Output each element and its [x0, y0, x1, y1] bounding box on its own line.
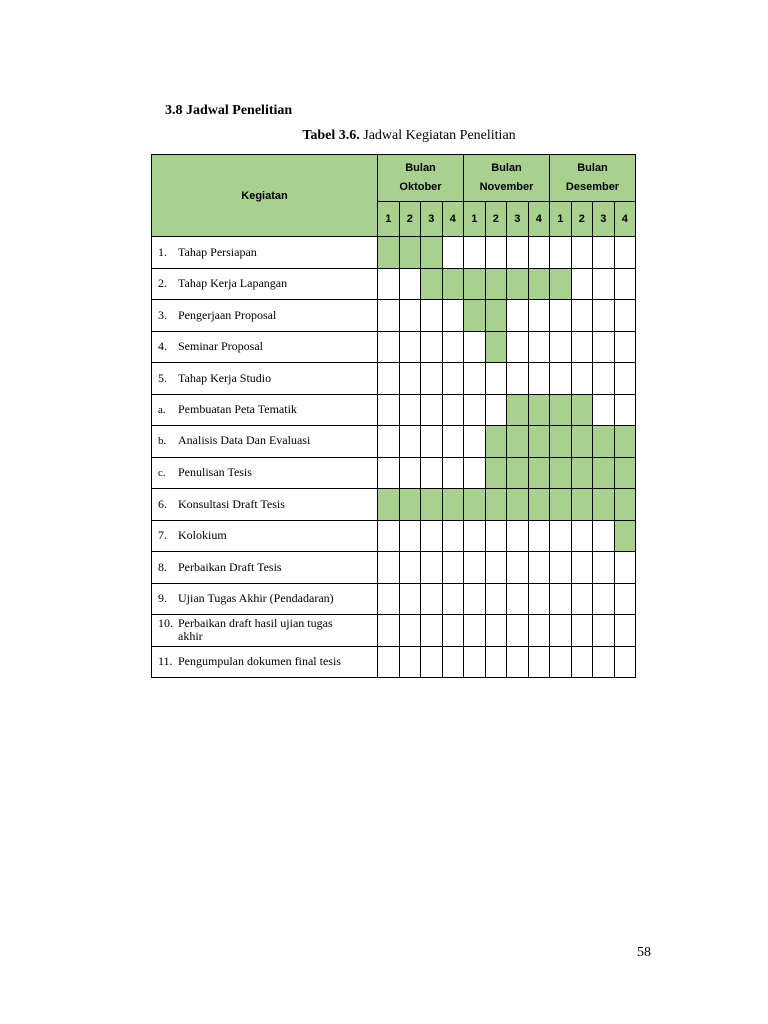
schedule-cell [507, 520, 529, 552]
schedule-cell [528, 363, 550, 395]
week-header: 3 [507, 202, 529, 237]
schedule-cell [464, 363, 486, 395]
schedule-cell [485, 300, 507, 332]
schedule-cell [421, 489, 443, 521]
activity-number: b. [158, 435, 167, 448]
activity-label [152, 552, 378, 584]
schedule-cell [464, 300, 486, 332]
schedule-cell [485, 457, 507, 489]
activity-number: 6. [158, 496, 167, 511]
schedule-cell [442, 394, 464, 426]
schedule-cell [442, 552, 464, 584]
schedule-cell [485, 615, 507, 647]
schedule-cell [528, 426, 550, 458]
schedule-cell [593, 268, 615, 300]
month-header-desember: Bulan Desember [550, 155, 636, 202]
schedule-cell [614, 331, 636, 363]
month-header-oktober: Bulan Oktober [378, 155, 464, 202]
schedule-cell [485, 552, 507, 584]
schedule-cell [507, 552, 529, 584]
table-row [152, 300, 636, 332]
schedule-cell [442, 489, 464, 521]
schedule-cell [614, 457, 636, 489]
schedule-cell [528, 394, 550, 426]
schedule-cell [614, 615, 636, 647]
week-header: 1 [378, 202, 400, 237]
schedule-cell [485, 394, 507, 426]
schedule-cell [528, 268, 550, 300]
schedule-cell [507, 363, 529, 395]
schedule-cell [378, 426, 400, 458]
schedule-cell [571, 646, 593, 678]
activity-label [152, 394, 378, 426]
schedule-cell [550, 520, 572, 552]
schedule-cell [571, 615, 593, 647]
activity-text: Perbaikan Draft Tesis [178, 559, 282, 574]
schedule-cell [550, 237, 572, 269]
schedule-cell [485, 520, 507, 552]
schedule-cell [593, 300, 615, 332]
schedule-cell [550, 457, 572, 489]
schedule-cell [378, 457, 400, 489]
schedule-table [151, 154, 636, 678]
schedule-cell [464, 489, 486, 521]
month-header-november: Bulan November [464, 155, 550, 202]
schedule-cell [421, 646, 443, 678]
schedule-cell [421, 394, 443, 426]
schedule-cell [593, 457, 615, 489]
schedule-cell [550, 394, 572, 426]
schedule-cell [571, 583, 593, 615]
schedule-cell [378, 268, 400, 300]
schedule-cell [442, 300, 464, 332]
schedule-cell [421, 552, 443, 584]
schedule-cell [614, 363, 636, 395]
week-header: 1 [464, 202, 486, 237]
schedule-cell [571, 363, 593, 395]
activity-label [152, 426, 378, 458]
schedule-cell [399, 457, 421, 489]
schedule-cell [421, 331, 443, 363]
activity-label [152, 300, 378, 332]
schedule-cell [399, 394, 421, 426]
table-row [152, 615, 636, 647]
activity-number: 8. [158, 559, 167, 574]
schedule-cell [593, 394, 615, 426]
schedule-cell [614, 268, 636, 300]
schedule-cell [378, 583, 400, 615]
schedule-cell [399, 520, 421, 552]
schedule-cell [421, 520, 443, 552]
activity-text: Seminar Proposal [178, 339, 263, 354]
schedule-cell [442, 457, 464, 489]
schedule-cell [421, 237, 443, 269]
schedule-cell [507, 426, 529, 458]
schedule-cell [571, 552, 593, 584]
activity-text: Pengumpulan dokumen final tesis [178, 654, 341, 669]
schedule-cell [378, 331, 400, 363]
schedule-cell [485, 426, 507, 458]
schedule-cell [507, 300, 529, 332]
schedule-cell [485, 583, 507, 615]
schedule-cell [614, 237, 636, 269]
schedule-cell [378, 394, 400, 426]
schedule-cell [528, 489, 550, 521]
schedule-cell [593, 363, 615, 395]
schedule-cell [593, 646, 615, 678]
schedule-cell [421, 426, 443, 458]
schedule-cell [507, 615, 529, 647]
table-row [152, 394, 636, 426]
schedule-cell [571, 520, 593, 552]
schedule-cell [614, 394, 636, 426]
schedule-cell [442, 237, 464, 269]
activity-label [152, 331, 378, 363]
week-header: 2 [399, 202, 421, 237]
schedule-cell [507, 583, 529, 615]
schedule-cell [593, 583, 615, 615]
schedule-cell [378, 300, 400, 332]
schedule-cell [421, 300, 443, 332]
schedule-cell [399, 489, 421, 521]
schedule-cell [485, 363, 507, 395]
schedule-cell [614, 552, 636, 584]
table-row [152, 331, 636, 363]
week-header: 4 [528, 202, 550, 237]
activity-text: Pengerjaan Proposal [178, 307, 277, 322]
schedule-cell [485, 237, 507, 269]
activity-number: 9. [158, 591, 167, 606]
schedule-cell [464, 552, 486, 584]
schedule-cell [550, 268, 572, 300]
activity-number: 3. [158, 307, 167, 322]
schedule-cell [614, 300, 636, 332]
schedule-cell [399, 552, 421, 584]
schedule-cell [550, 552, 572, 584]
schedule-cell [528, 520, 550, 552]
schedule-cell [464, 646, 486, 678]
schedule-cell [528, 300, 550, 332]
week-header: 1 [550, 202, 572, 237]
schedule-cell [399, 268, 421, 300]
table-row [152, 237, 636, 269]
schedule-cell [571, 457, 593, 489]
section-heading: 3.8 Jadwal Penelitian [165, 103, 293, 118]
schedule-cell [550, 331, 572, 363]
schedule-cell [485, 489, 507, 521]
schedule-cell [571, 237, 593, 269]
schedule-cell [571, 489, 593, 521]
table-row [152, 426, 636, 458]
week-header: 3 [421, 202, 443, 237]
schedule-cell [421, 583, 443, 615]
schedule-cell [571, 426, 593, 458]
table-caption [0, 128, 768, 144]
schedule-cell [442, 520, 464, 552]
activity-number: c. [158, 466, 166, 479]
schedule-cell [485, 268, 507, 300]
schedule-cell [399, 615, 421, 647]
schedule-cell [378, 552, 400, 584]
schedule-cell [550, 300, 572, 332]
schedule-cell [528, 331, 550, 363]
activity-text: Kolokium [178, 528, 227, 543]
activity-label [152, 615, 378, 647]
schedule-cell [571, 331, 593, 363]
table-row [152, 489, 636, 521]
activity-text: Pembuatan Peta Tematik [178, 401, 297, 416]
activity-text: Konsultasi Draft Tesis [178, 496, 285, 511]
activity-text: Tahap Persiapan [178, 244, 257, 259]
activity-label [152, 237, 378, 269]
schedule-cell [507, 394, 529, 426]
activity-text: Analisis Data Dan Evaluasi [178, 433, 311, 448]
schedule-cell [507, 331, 529, 363]
activity-label [152, 646, 378, 678]
schedule-cell [399, 237, 421, 269]
schedule-cell [464, 583, 486, 615]
activity-number: 10. [158, 616, 173, 631]
activity-number: 7. [158, 528, 167, 543]
schedule-cell [464, 520, 486, 552]
schedule-cell [378, 615, 400, 647]
schedule-cell [378, 646, 400, 678]
schedule-cell [464, 426, 486, 458]
activity-number: a. [158, 403, 166, 416]
schedule-cell [442, 615, 464, 647]
week-header: 4 [442, 202, 464, 237]
schedule-cell [571, 268, 593, 300]
schedule-cell [593, 520, 615, 552]
schedule-cell [421, 268, 443, 300]
schedule-cell [593, 615, 615, 647]
schedule-cell [442, 583, 464, 615]
schedule-cell [528, 646, 550, 678]
activity-text: Tahap Kerja Studio [178, 370, 272, 385]
schedule-cell [442, 426, 464, 458]
schedule-cell [550, 583, 572, 615]
table-caption-text: Jadwal Kegiatan Penelitian [363, 128, 516, 143]
schedule-cell [528, 583, 550, 615]
week-header: 3 [593, 202, 615, 237]
schedule-cell [507, 268, 529, 300]
schedule-cell [614, 489, 636, 521]
table-row [152, 583, 636, 615]
schedule-cell [421, 615, 443, 647]
schedule-cell [399, 646, 421, 678]
schedule-cell [507, 646, 529, 678]
activity-text: Penulisan Tesis [178, 464, 252, 479]
schedule-cell [550, 363, 572, 395]
activity-number: 11. [158, 654, 173, 669]
schedule-cell [464, 268, 486, 300]
schedule-cell [485, 331, 507, 363]
schedule-cell [464, 457, 486, 489]
schedule-cell [614, 426, 636, 458]
schedule-cell [421, 457, 443, 489]
activity-number: 2. [158, 276, 167, 291]
schedule-cell [593, 552, 615, 584]
table-row [152, 552, 636, 584]
week-header: 4 [614, 202, 636, 237]
schedule-cell [464, 394, 486, 426]
page-number: 58 [637, 945, 651, 960]
schedule-cell [614, 583, 636, 615]
schedule-cell [464, 237, 486, 269]
activity-label [152, 268, 378, 300]
schedule-cell [485, 646, 507, 678]
schedule-cell [378, 489, 400, 521]
schedule-cell [614, 646, 636, 678]
schedule-cell [378, 520, 400, 552]
schedule-cell [614, 520, 636, 552]
schedule-cell [593, 489, 615, 521]
schedule-cell [593, 426, 615, 458]
table-row [152, 520, 636, 552]
activity-label [152, 520, 378, 552]
activity-text: Tahap Kerja Lapangan [178, 276, 288, 291]
schedule-cell [421, 363, 443, 395]
schedule-cell [442, 268, 464, 300]
table-caption-label: Tabel 3.6. [302, 128, 360, 143]
schedule-cell [550, 489, 572, 521]
activity-label [152, 363, 378, 395]
activity-text: Ujian Tugas Akhir (Pendadaran) [178, 591, 334, 606]
schedule-cell [593, 331, 615, 363]
table-row [152, 268, 636, 300]
schedule-cell [399, 300, 421, 332]
schedule-cell [550, 646, 572, 678]
table-row [152, 363, 636, 395]
week-header: 2 [485, 202, 507, 237]
schedule-cell [442, 363, 464, 395]
schedule-cell [593, 237, 615, 269]
schedule-cell [399, 363, 421, 395]
schedule-cell [507, 489, 529, 521]
schedule-cell [399, 583, 421, 615]
schedule-cell [528, 457, 550, 489]
schedule-cell [399, 331, 421, 363]
schedule-cell [399, 426, 421, 458]
schedule-cell [550, 615, 572, 647]
schedule-cell [464, 331, 486, 363]
table-row [152, 646, 636, 678]
activity-label [152, 489, 378, 521]
schedule-cell [464, 615, 486, 647]
schedule-cell [507, 457, 529, 489]
activity-number: 1. [158, 244, 167, 259]
schedule-cell [442, 646, 464, 678]
schedule-cell [528, 552, 550, 584]
schedule-cell [378, 363, 400, 395]
activity-label [152, 457, 378, 489]
schedule-cell [571, 300, 593, 332]
activity-text: Perbaikan draft hasil ujian tugas akhir [178, 616, 333, 644]
table-row [152, 457, 636, 489]
schedule-cell [528, 237, 550, 269]
schedule-cell [550, 426, 572, 458]
schedule-cell [571, 394, 593, 426]
activity-number: 4. [158, 339, 167, 354]
schedule-cell [378, 237, 400, 269]
activity-label [152, 583, 378, 615]
week-header: 2 [571, 202, 593, 237]
schedule-cell [528, 615, 550, 647]
schedule-cell [507, 237, 529, 269]
kegiatan-header: Kegiatan [152, 155, 378, 237]
schedule-cell [442, 331, 464, 363]
activity-number: 5. [158, 370, 167, 385]
